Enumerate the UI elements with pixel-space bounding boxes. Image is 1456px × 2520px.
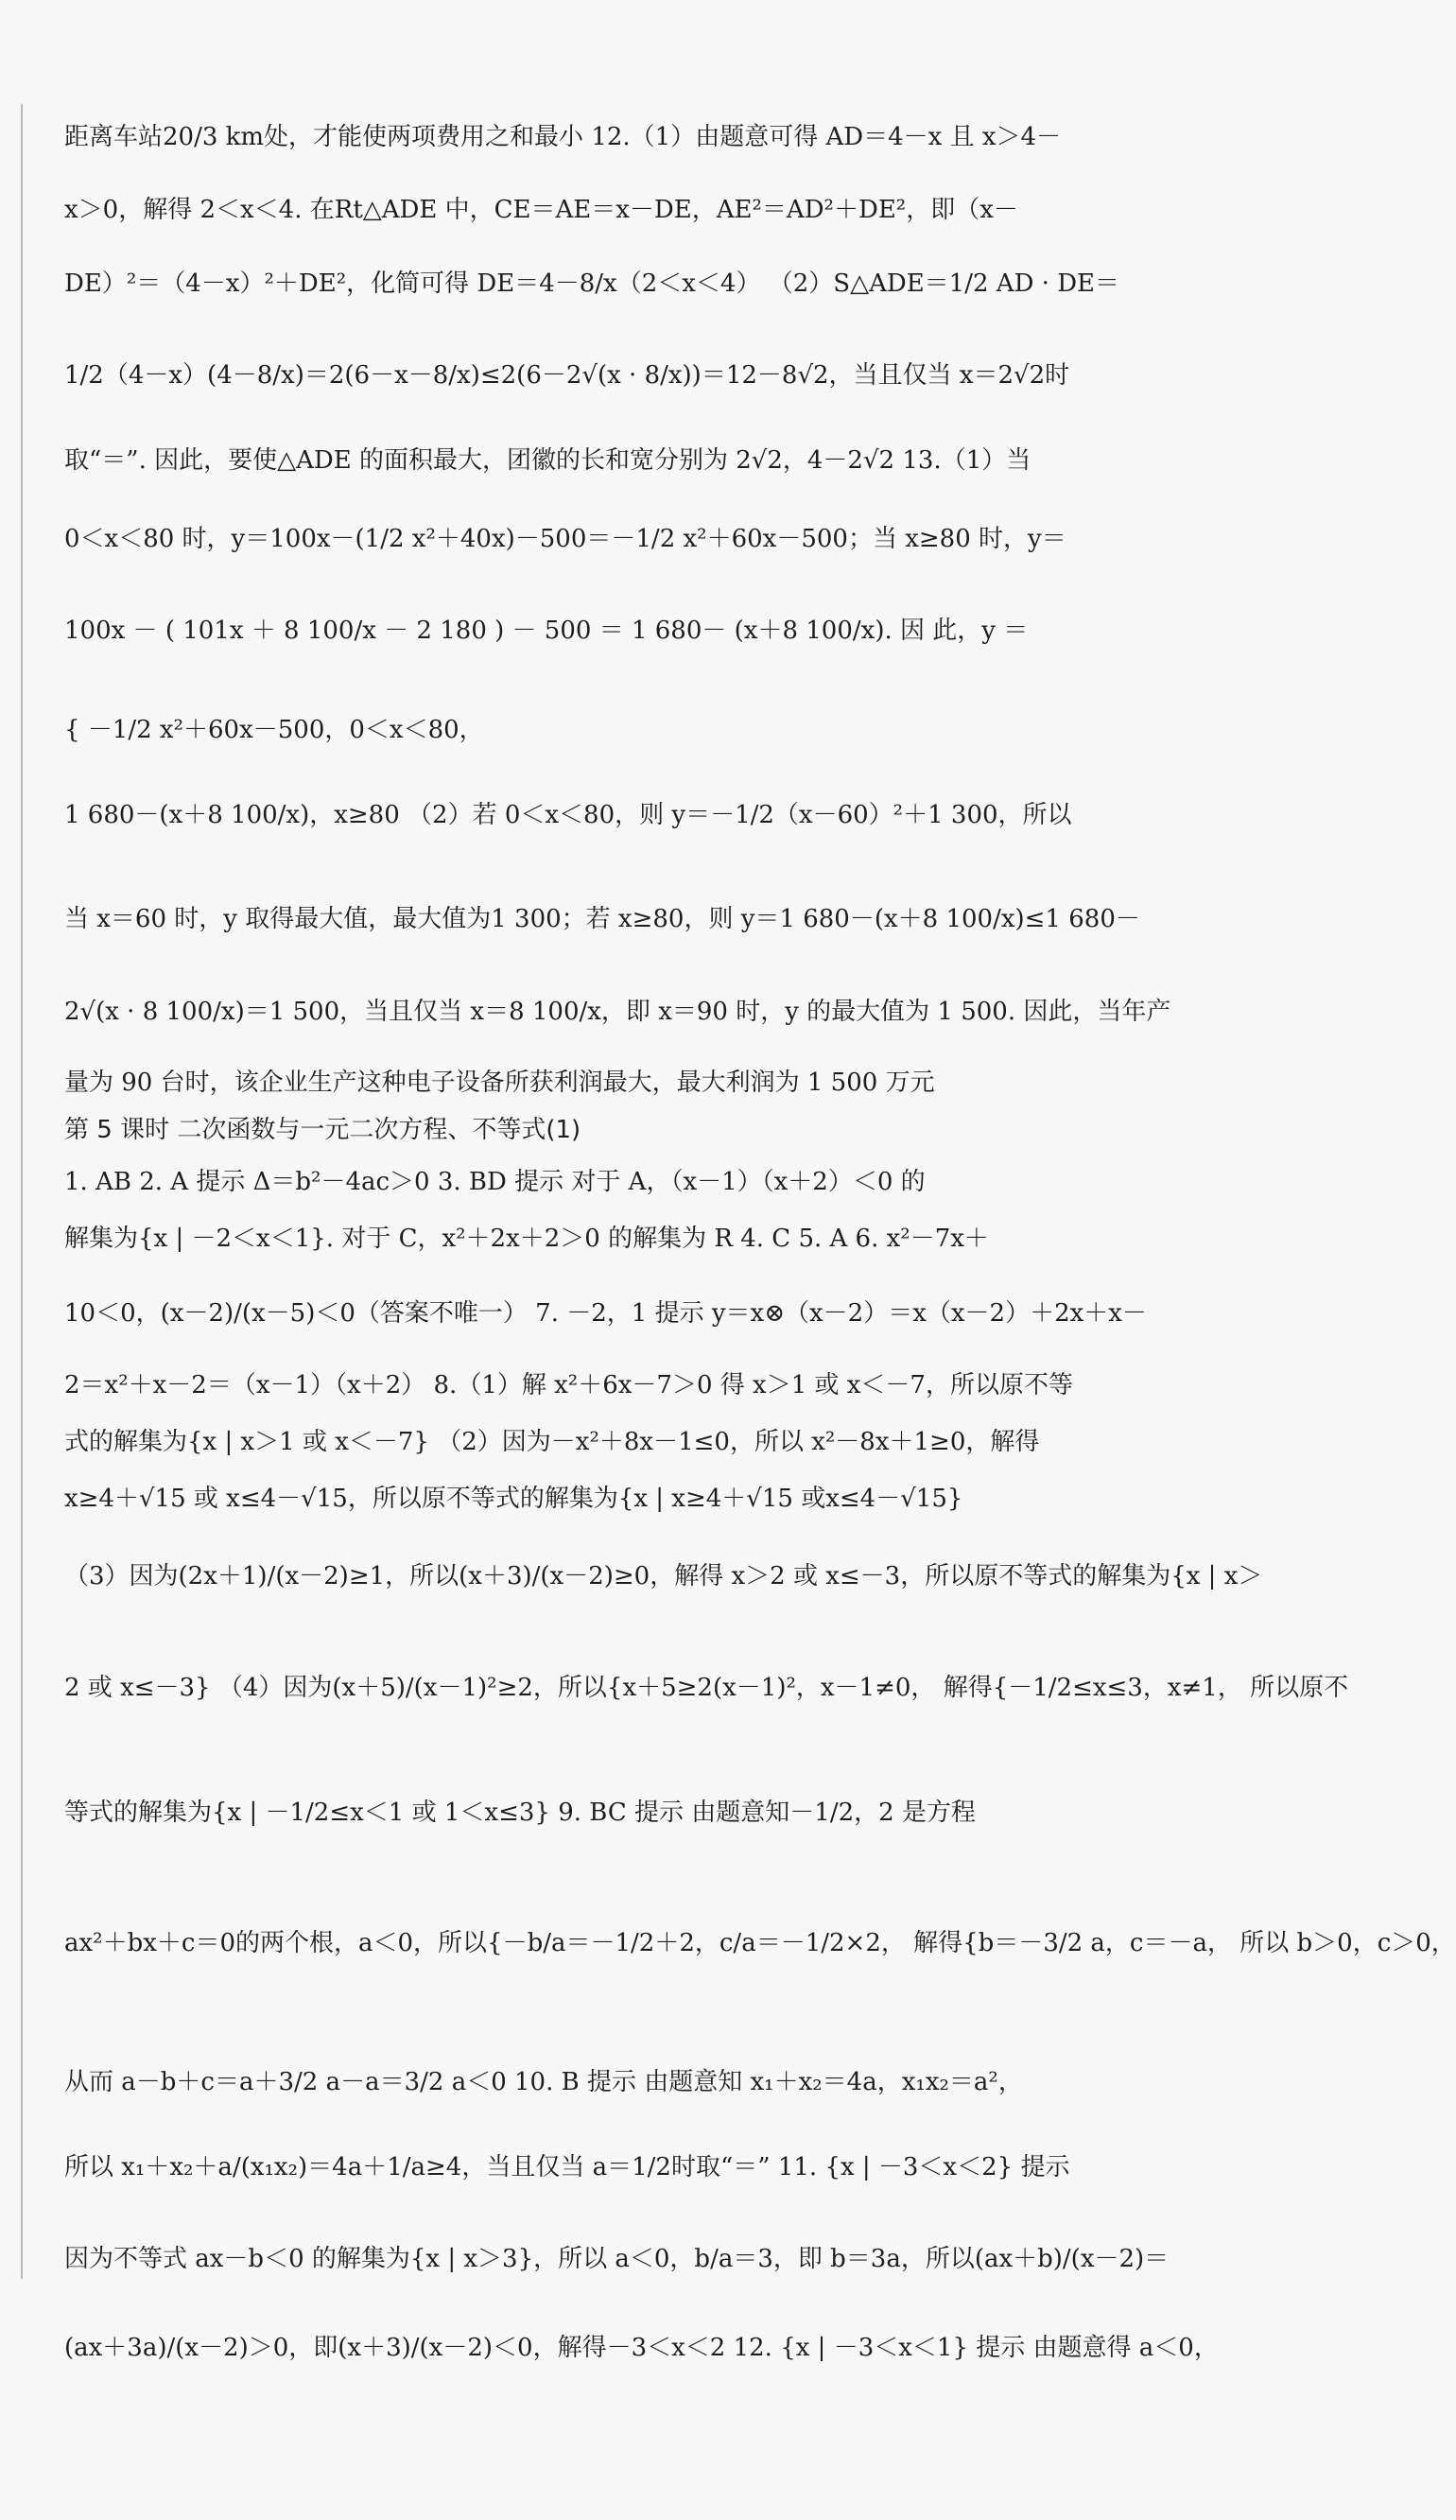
text-line: 解集为{x | －2＜x＜1}. 对于 C，x²＋2x＋2＞0 的解集为 R 4. C 5. A 6. x²－7x＋ [64,1225,989,1253]
text-line: 量为 90 台时，该企业生产这种电子设备所获利润最大，最大利润为 1 500 万元 [64,1069,935,1097]
page-edge-line [21,104,23,2279]
text-line: 因为不等式 ax－b＜0 的解集为{x | x＞3}，所以 a＜0，b/a＝3，即 b＝3a，所以(ax＋b)/(x－2)＝ [64,2245,1170,2273]
text-line: 所以 x₁＋x₂＋a/(x₁x₂)＝4a＋1/a≥4，当且仅当 a＝1/2时取“＝” 11. {x | －3＜x＜2} 提示 [64,2153,1070,2181]
text-line: 1 680－(x＋8 100/x)，x≥80 （2）若 0＜x＜80，则 y＝－1/2（x－60）²＋1 300，所以 [64,801,1072,829]
text-line: x＞0，解得 2＜x＜4. 在Rt△ADE 中，CE＝AE＝x－DE，AE²＝AD²＋DE²，即（x－ [64,196,1018,224]
text-line: DE）²＝（4－x）²＋DE²，化简可得 DE＝4－8/x（2＜x＜4） （2）S△ADE＝1/2 AD · DE＝ [64,269,1120,298]
text-line: 1. AB 2. A 提示 Δ＝b²－4ac＞0 3. BD 提示 对于 A，（x－1）（x＋2）＜0 的 [64,1168,926,1196]
text-line: 10＜0，(x－2)/(x－5)＜0（答案不唯一） 7. －2，1 提示 y＝x⊗（x－2）＝x（x－2）＋2x＋x－ [64,1299,1147,1328]
text-line: ax²＋bx＋c＝0的两个根，a＜0，所以{－b/a＝－1/2＋2，c/a＝－1/2×2， 解得{b＝－3/2 a，c＝－a， 所以 b＞0，c＞0， [64,1929,1456,1957]
text-line: { －1/2 x²＋60x－500，0＜x＜80， [64,716,484,744]
text-line: 1/2（4－x）(4－8/x)＝2(6－x－8/x)≤2(6－2√(x · 8/x))＝12－8√2，当且仅当 x＝2√2时 [64,361,1070,390]
text-line: 从而 a－b＋c＝a＋3/2 a－a＝3/2 a＜0 10. B 提示 由题意知 x₁＋x₂＝4a，x₁x₂＝a²， [64,2068,1023,2096]
text-line: 距离车站20/3 km处，才能使两项费用之和最小 12.（1）由题意可得 AD＝4－x 且 x＞4－ [64,123,1062,151]
text-line: 0＜x＜80 时，y＝100x－(1/2 x²＋40x)－500＝－1/2 x²＋60x－500；当 x≥80 时，y＝ [64,525,1066,553]
text-line: 100x － ( 101x ＋ 8 100/x － 2 180 ) － 500 ＝ 1 680－ (x＋8 100/x). 因 此，y ＝ [64,617,1029,645]
text-line: 当 x＝60 时，y 取得最大值，最大值为1 300；若 x≥80，则 y＝1 680－(x＋8 100/x)≤1 680－ [64,905,1140,933]
text-line: 式的解集为{x | x＞1 或 x＜－7} （2）因为－x²＋8x－1≤0，所以 x²－8x＋1≥0，解得 [64,1428,1040,1456]
text-line: （3）因为(2x＋1)/(x－2)≥1，所以(x＋3)/(x－2)≥0，解得 x＞2 或 x≤－3，所以原不等式的解集为{x | x＞ [64,1562,1263,1590]
section-heading: 第 5 课时 二次函数与一元二次方程、不等式(1) [64,1116,581,1144]
text-line: 等式的解集为{x | －1/2≤x＜1 或 1＜x≤3} 9. BC 提示 由题意知－1/2，2 是方程 [64,1799,976,1827]
text-line: x≥4＋√15 或 x≤4－√15，所以原不等式的解集为{x | x≥4＋√15 或x≤4－√15} [64,1485,963,1513]
text-line: 取“＝”. 因此，要使△ADE 的面积最大，团徽的长和宽分别为 2√2，4－2√2 13.（1）当 [64,446,1031,475]
text-line: 2＝x²＋x－2＝（x－1）（x＋2） 8.（1）解 x²＋6x－7＞0 得 x＞1 或 x＜－7，所以原不等 [64,1371,1073,1399]
text-line: 2 或 x≤－3} （4）因为(x＋5)/(x－1)²≥2，所以{x＋5≥2(x－1)²，x－1≠0， 解得{－1/2≤x≤3，x≠1， 所以原不 [64,1674,1349,1702]
text-line: (ax＋3a)/(x－2)＞0，即(x＋3)/(x－2)＜0，解得－3＜x＜2 12. {x | －3＜x＜1} 提示 由题意得 a＜0， [64,2334,1219,2362]
text-line: 2√(x · 8 100/x)＝1 500，当且仅当 x＝8 100/x，即 x＝90 时，y 的最大值为 1 500. 因此，当年产 [64,998,1171,1026]
